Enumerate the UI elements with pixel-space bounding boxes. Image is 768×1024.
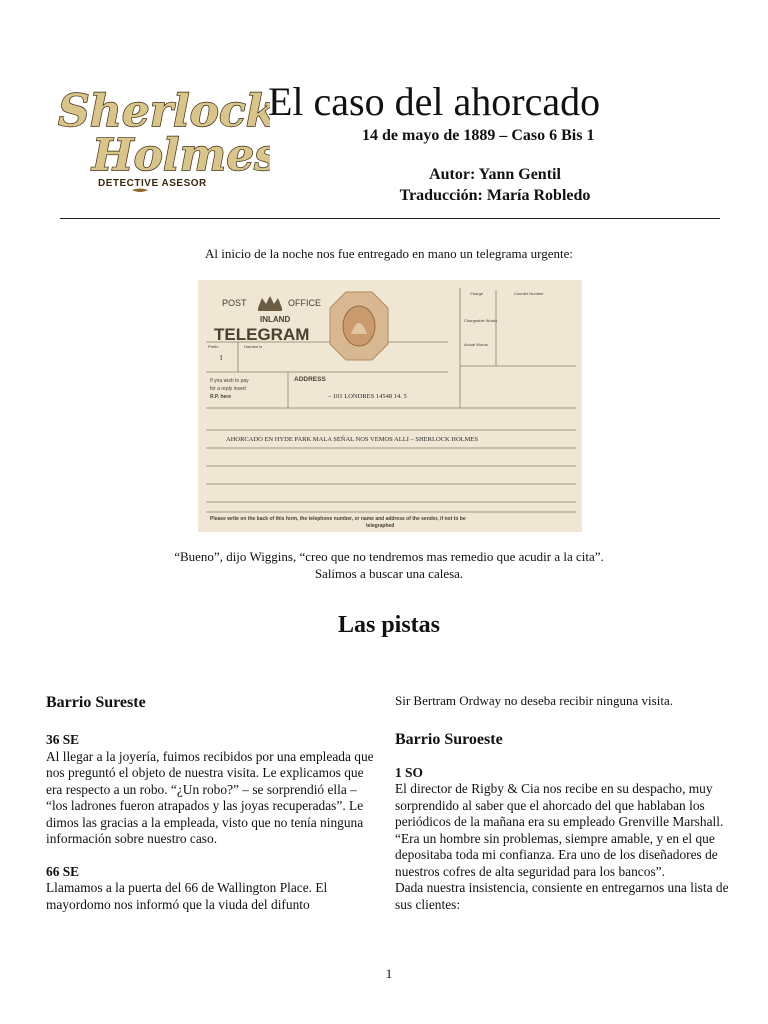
tg-reply-1: If you wish to pay: [210, 378, 249, 384]
tg-charge: Charge: [470, 291, 484, 296]
author: Autor: Yann Gentil: [429, 166, 561, 183]
logo-line2: Holmes: [92, 130, 270, 181]
tg-telegram: TELEGRAM: [214, 325, 310, 344]
page-title: El caso del ahorcado: [268, 79, 601, 124]
tg-handed-in: Handed in: [244, 344, 263, 349]
tg-prefix-value: I: [220, 354, 223, 362]
tg-footer-2: telegraphed: [366, 523, 395, 529]
tg-address-value: – 101 LONDRES 14548 14. 5: [328, 393, 407, 400]
tg-office: OFFICE: [288, 298, 321, 308]
translator: Traducción: María Robledo: [399, 187, 591, 204]
tg-footer-1: Please write on the back of this form, the telephone number, or name and address of the sender, if not to be: [210, 516, 466, 522]
tg-address-label: ADDRESS: [294, 376, 326, 383]
logo-tagline: DETECTIVE ASESOR: [98, 178, 207, 189]
section-title: Las pistas: [337, 612, 441, 638]
left-column: [46, 693, 376, 913]
intro-text: Al inicio de la noche nos fue entregado en mano un telegrama urgente:: [205, 246, 573, 261]
page-number: 1: [385, 966, 393, 981]
tg-actual-words: Actual Words: [464, 342, 488, 347]
sherlock-holmes-logo: [56, 76, 270, 194]
postage-stamp-icon: [330, 292, 388, 360]
clue-text: Llamamos a la puerta del 66 de Wallington Place. El mayordomo nos informó que la viuda del difunto: [46, 880, 328, 912]
district-heading: Barrio Suroeste: [395, 730, 503, 748]
tg-chargeable-words: Chargeable Words: [464, 318, 498, 323]
tg-reply-2: for a reply insert: [210, 386, 246, 392]
clue-code: 1 SO: [395, 764, 423, 780]
clue-text-closing: Dada nuestra insistencia, consiente en entregarnos una lista de sus clientes:: [395, 880, 729, 912]
tg-message: AHORCADO EN HYDE PARK MALA SEÑAL NOS VEMOS ALLI – SHERLOCK HOLMES: [226, 436, 479, 443]
quote-line-1: “Bueno”, dijo Wiggins, “creo que no tendremos mas remedio que acudir a la cita”.: [174, 549, 604, 564]
tg-counter-number: Counter Number: [514, 291, 544, 296]
clue-text: Al llegar a la joyería, fuimos recibidos por una empleada que nos preguntó el objeto de nuestra visita. Le explicamos que era respecto a un robo. “¿Un robo?” – se sorprendió ella – “los ladrones fueron atrapados y las joyas recuperadas”. Le dimos las gracias a la empleada, visto que no tenía ninguna información sobre nuestro caso.: [46, 748, 374, 846]
right-column: [395, 693, 741, 913]
tg-post: POST: [222, 298, 247, 308]
tg-inland: INLAND: [260, 315, 291, 324]
clue-text: El director de Rigby & Cia nos recibe en su despacho, muy sorprendido al saber que el ahorcado del que hablaban los periódicos de la mañana era su empleado Grenville Marshall. “Era un hombre sin problemas, siempre amable, y en el que depositaba toda mi confianza. Era uno de los diseñadores de nuestros cofres de alta seguridad para los bancos”.: [395, 781, 724, 879]
clue-continued-text: Sir Bertram Ordway no deseba recibir ninguna visita.: [395, 693, 673, 708]
tg-reply-3: R.P. here: [210, 394, 232, 400]
credits: [380, 164, 610, 206]
header-divider: [60, 218, 720, 219]
tg-prefix: Prefix: [208, 344, 219, 349]
quote-block: [0, 548, 768, 582]
case-date: 14 de mayo de 1889 – Caso 6 Bis 1: [362, 127, 595, 144]
logo-ornament-icon: [132, 189, 148, 193]
clue-code: 66 SE: [46, 863, 80, 879]
telegram-image: [198, 280, 582, 532]
clue-code: 36 SE: [46, 732, 80, 747]
quote-line-2: Salimos a buscar una calesa.: [314, 566, 464, 581]
district-heading: Barrio Sureste: [46, 694, 146, 711]
logo-line1: Sherlock: [58, 86, 270, 137]
